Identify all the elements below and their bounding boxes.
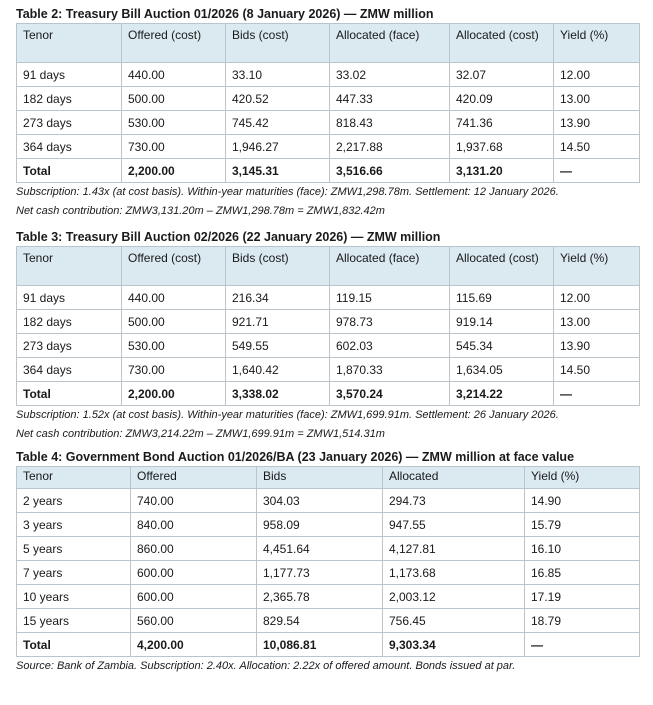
table-cell: 3,338.02 (226, 382, 330, 406)
table-2-note: Net cash contribution: ZMW3,131.20m – ZMW1,298.78m = ZMW1,832.42m (16, 205, 385, 217)
table-cell: 10,086.81 (257, 633, 383, 657)
table-cell: 2,200.00 (122, 382, 226, 406)
column-header: Allocated (cost) (450, 247, 554, 286)
table-total-row (17, 159, 640, 183)
table-cell: 2 years (17, 489, 131, 513)
table-cell: 730.00 (122, 135, 226, 159)
table-3-header-row (17, 247, 640, 286)
table-cell: 5 years (17, 537, 131, 561)
column-header: Allocated (cost) (450, 24, 554, 63)
table-cell: 119.15 (330, 286, 450, 310)
table-cell: Total (17, 159, 122, 183)
table-cell: 10 years (17, 585, 131, 609)
table-cell: 13.00 (554, 87, 640, 111)
table-row (17, 585, 640, 609)
table-4-title: Table 4: Government Bond Auction 01/2026/BA (23 January 2026) — ZMW million at face value (16, 450, 575, 464)
table-cell: 730.00 (122, 358, 226, 382)
table-cell: 14.90 (525, 489, 640, 513)
column-header: Allocated (face) (330, 24, 450, 63)
table-cell: 12.00 (554, 286, 640, 310)
table-row (17, 561, 640, 585)
table-cell: 545.34 (450, 334, 554, 358)
table-cell: 919.14 (450, 310, 554, 334)
table-cell: 958.09 (257, 513, 383, 537)
column-header: Offered (cost) (122, 247, 226, 286)
table-total-row (17, 382, 640, 406)
table-cell: Total (17, 633, 131, 657)
table-cell: 13.90 (554, 111, 640, 135)
table-cell: 18.79 (525, 609, 640, 633)
table-cell: 2,003.12 (383, 585, 525, 609)
table-cell: 2,200.00 (122, 159, 226, 183)
table-cell: 921.71 (226, 310, 330, 334)
table-row (17, 111, 640, 135)
table-cell: 304.03 (257, 489, 383, 513)
table-cell: 115.69 (450, 286, 554, 310)
table-cell: 560.00 (131, 609, 257, 633)
table-cell: 1,870.33 (330, 358, 450, 382)
table-3-note: Subscription: 1.52x (at cost basis). Within-year maturities (face): ZMW1,699.91m. Settlement: 26 January 2026. (16, 409, 559, 421)
table-cell: — (554, 159, 640, 183)
document-page (16, 6, 640, 676)
table-cell: 15 years (17, 609, 131, 633)
table-3-title: Table 3: Treasury Bill Auction 02/2026 (22 January 2026) — ZMW million (16, 230, 441, 244)
table-cell: 3 years (17, 513, 131, 537)
table-cell: 15.79 (525, 513, 640, 537)
table-cell: 420.09 (450, 87, 554, 111)
table-cell: 182 days (17, 87, 122, 111)
table-cell: 33.02 (330, 63, 450, 87)
table-cell: 91 days (17, 286, 122, 310)
table-cell: 4,127.81 (383, 537, 525, 561)
table-cell: 216.34 (226, 286, 330, 310)
table-cell: 4,451.64 (257, 537, 383, 561)
table-4-source-note: Source: Bank of Zambia. Subscription: 2.40x. Allocation: 2.22x of offered amount. Bonds issued at par. (16, 660, 516, 672)
table-cell: 3,145.31 (226, 159, 330, 183)
table-row (17, 489, 640, 513)
table-cell: 3,214.22 (450, 382, 554, 406)
table-cell: 182 days (17, 310, 122, 334)
table-cell: 978.73 (330, 310, 450, 334)
table-cell: 740.00 (131, 489, 257, 513)
table-cell: 500.00 (122, 310, 226, 334)
table-cell: 3,516.66 (330, 159, 450, 183)
table-row (17, 286, 640, 310)
table-2-note: Subscription: 1.43x (at cost basis). Within-year maturities (face): ZMW1,298.78m. Settlement: 12 January 2026. (16, 186, 559, 198)
table-3-note: Net cash contribution: ZMW3,214.22m – ZMW1,699.91m = ZMW1,514.31m (16, 428, 385, 440)
table-row (17, 513, 640, 537)
column-header: Bids (cost) (226, 24, 330, 63)
table-cell: 17.19 (525, 585, 640, 609)
table-cell: 530.00 (122, 111, 226, 135)
table-cell: 294.73 (383, 489, 525, 513)
table-cell: 549.55 (226, 334, 330, 358)
column-header: Tenor (17, 247, 122, 286)
table-total-row (17, 633, 640, 657)
table-cell: 4,200.00 (131, 633, 257, 657)
table-cell: 16.10 (525, 537, 640, 561)
table-cell: 947.55 (383, 513, 525, 537)
table-cell: 14.50 (554, 358, 640, 382)
table-cell: 33.10 (226, 63, 330, 87)
column-header: Allocated (383, 467, 525, 489)
table-cell: 273 days (17, 334, 122, 358)
table-cell: 9,303.34 (383, 633, 525, 657)
table-cell: Total (17, 382, 122, 406)
table-cell: 1,634.05 (450, 358, 554, 382)
column-header: Bids (cost) (226, 247, 330, 286)
column-header: Tenor (17, 24, 122, 63)
table-row (17, 135, 640, 159)
table-cell: 2,217.88 (330, 135, 450, 159)
table-cell: 1,640.42 (226, 358, 330, 382)
table-cell: 440.00 (122, 286, 226, 310)
column-header: Yield (%) (525, 467, 640, 489)
table-cell: 840.00 (131, 513, 257, 537)
column-header: Yield (%) (554, 247, 640, 286)
table-cell: 3,570.24 (330, 382, 450, 406)
table-cell: 600.00 (131, 561, 257, 585)
table-cell: — (525, 633, 640, 657)
table-row (17, 87, 640, 111)
column-header: Offered (cost) (122, 24, 226, 63)
table-cell: 13.90 (554, 334, 640, 358)
table-cell: 818.43 (330, 111, 450, 135)
table-4-header-row (17, 467, 640, 489)
table-cell: 364 days (17, 358, 122, 382)
spacer (16, 221, 640, 229)
table-3 (16, 246, 640, 406)
table-row (17, 310, 640, 334)
table-cell: 32.07 (450, 63, 554, 87)
table-cell: 447.33 (330, 87, 450, 111)
table-cell: 16.85 (525, 561, 640, 585)
table-2 (16, 23, 640, 183)
table-2-header-row (17, 24, 640, 63)
table-row (17, 358, 640, 382)
column-header: Offered (131, 467, 257, 489)
table-cell: 273 days (17, 111, 122, 135)
table-cell: 1,946.27 (226, 135, 330, 159)
table-cell: 12.00 (554, 63, 640, 87)
table-cell: 3,131.20 (450, 159, 554, 183)
table-2-title: Table 2: Treasury Bill Auction 01/2026 (8 January 2026) — ZMW million (16, 7, 434, 21)
table-cell: 14.50 (554, 135, 640, 159)
column-header: Yield (%) (554, 24, 640, 63)
table-cell: 600.00 (131, 585, 257, 609)
column-header: Allocated (face) (330, 247, 450, 286)
table-cell: 530.00 (122, 334, 226, 358)
table-cell: 500.00 (122, 87, 226, 111)
table-cell: 756.45 (383, 609, 525, 633)
column-header: Bids (257, 467, 383, 489)
table-4 (16, 466, 640, 657)
table-cell: 741.36 (450, 111, 554, 135)
table-row (17, 609, 640, 633)
column-header: Tenor (17, 467, 131, 489)
table-cell: 1,177.73 (257, 561, 383, 585)
table-row (17, 334, 640, 358)
table-cell: 860.00 (131, 537, 257, 561)
table-cell: 420.52 (226, 87, 330, 111)
table-cell: 2,365.78 (257, 585, 383, 609)
table-cell: — (554, 382, 640, 406)
table-cell: 7 years (17, 561, 131, 585)
table-cell: 1,173.68 (383, 561, 525, 585)
table-cell: 364 days (17, 135, 122, 159)
table-cell: 440.00 (122, 63, 226, 87)
table-cell: 91 days (17, 63, 122, 87)
table-cell: 1,937.68 (450, 135, 554, 159)
table-cell: 602.03 (330, 334, 450, 358)
table-row (17, 63, 640, 87)
table-cell: 829.54 (257, 609, 383, 633)
table-cell: 13.00 (554, 310, 640, 334)
table-cell: 745.42 (226, 111, 330, 135)
table-row (17, 537, 640, 561)
